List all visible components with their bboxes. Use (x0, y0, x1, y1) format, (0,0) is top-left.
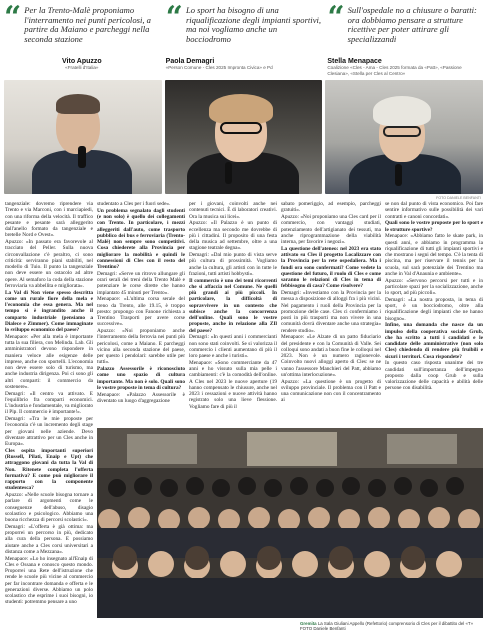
paragraph: Demagri: «La nostra proposta, in tema di sport, è un bocciodromo, oltre alla riqualificazione degli impianti che ne hanno bisogno». (385, 296, 483, 322)
paragraph: Apuzzo: «Noi proponiamo una Cles card per il commercio, con vantaggi studiati, potenziamento dell'artigianato dei tessuti, ma anche riprogrammazione della viabilità interna, per favorire i negozi». (281, 214, 381, 245)
photo-apuzzo (4, 80, 162, 194)
paragraph: Menapace: «Per alla mela è importante tutta la sua filiera, con Melinda. Lab. Gli amministratori devono rispondere in maniera veloce alle esigenze delle imprese, anche con sportelli. L'economia non deve essere solo di turismo, ma anche industria dirigenza. Poi ci sono gli altri comparti: il commercio da sostenere». (5, 333, 93, 390)
paragraph: Demagri: «L'offerta è già ottima: ma proporrei un percorso in più, dedicato alla cura della persona. E possiamo aiutare anche a Cles corsi universitari a distanza come a Mezzana». (5, 523, 93, 555)
photo-credit: FOTO DANIELE BENFANTI (436, 196, 481, 200)
quote-mark-icon: “ (4, 0, 22, 35)
paragraph: tangenziale: dovremo riprendere via Trento e via Marconi, con i marciapiedi, con una riforma della velocità. Il traffico pesante e pesante sarà alleggerito dall'anello formato da tangenziale e bretelle Nord e Ovest». (5, 201, 93, 239)
paragraph: Demagri: «Investiamo con la Provincia per la messa a disposizione di alloggi fra i più vicini. Nel pagamento i ruoli della Provincia per la promozione delle case. Cles ci confermiamo i posti in più trasporti ma non vivere in una comunità dovrà diventare anche una strategia» rendere studio». (281, 290, 381, 334)
question: Il commercio è uno dei temi ricorrenti che si affaccia nel Comune. Ne quelli più grandi ai più piccoli. In particolare, la difficoltà di sopravvivere in un contesto che subisce anche la concorrenza dell'online. Quali sono le vostre proposte, anche in relazione alla ZIl del paese? (189, 277, 277, 334)
question: La questione dell'ateneo: nel 2023 era stato attivato su Cles il progetto Localizzare con la Provincia per la rete ospedaliera. Ma i fondi ora sono confermati? Come vedete la questione del futuro, il ruolo di Cles e come saranno le relazioni di Cles in tema di febbisogno di casa? Come risolvere? (281, 245, 381, 290)
paragraph: Demagri: «Dal mio punto di vista serve più cultura di prossimità. Vogliamo anche la cultura, gli artisti con in tutte le frazioni, tutti artisti hobbysti». (189, 252, 277, 277)
caption-apuzzo (4, 58, 160, 76)
paragraph: Menapace: «Abbiamo fatto le skate park, in questi anni, e abbiamo in programma la riqualificazione di tutti gli impianti sportivi e che mostrano i segni del tempo. C'è la tenta di piscina, ma per riservare il tennis per la scuola, sul sarà potenziale dei Trentino ma anche in Val d'Anaunia e ambiente». (385, 233, 483, 277)
pull-quotes (4, 0, 483, 56)
article-column-5 (385, 201, 483, 426)
paragraph: Demagri: «Serve un ritrovo allungare gli orari serali dei treni della Trento Malè e potenziare le corse dirette che hanno impiantato 45 minuti per Trento». (97, 270, 185, 296)
paragraph: se non dal punto di vista economico. Poi fare sentire informativo sulle possibilità dei vari contratti e canoni concordati». (385, 201, 483, 220)
paragraph: Apuzzo: «Il Palazzo è un punto di eccellenza ma secondo me dovrebbe di più i cittadini. Il proposito di una festa della musica ad settembre, oltre a una stagione teatrale degna». (189, 220, 277, 252)
paragraph: Menapace: «Le Alzate di un patto fiduciario del presidente e con la Comunità di Valle. Sei colloqui sono andati a buon fine le colloqui nel 2023. Non è un numero ragionevole. Coinvolto nuovi alloggi aperto di Cles: se ne vanno l'assessore Manchieri del Patt, abbiamo un'ottima interlocuzione». (281, 334, 381, 378)
quote-mark-icon: “ (165, 0, 183, 35)
pull-quote-text: Per la Trento-Malè proponiamo l'interramento nei punti pericolosi, a partire da Maiano e parcheggi nella seconda stazione (24, 5, 151, 44)
pull-quote-apuzzo (4, 0, 160, 56)
article-column-3 (189, 201, 277, 426)
paragraph: per i giovani, coinvolti anche nei contenuti tecnici. È di laboratori creativi. Ora la musica sui licei». (189, 201, 277, 220)
paragraph: Apuzzo: «Noi proponiamo anche l'interramento della ferrovia nei punti più pericolosi, come a Maiano. E parcheggi vicino alla seconda stazione del paese, per questo i pendolari: sarebbe utile per tutti». (97, 328, 185, 366)
candidate-party: «Person Comune - Cles 2025 Impronta Civica» e Pd (165, 65, 273, 70)
paragraph: Apuzzo: «Nelle scuole bisogna tornare a parlare di argomenti come le conseguenze dell'abuso, disagio scolastico e psicologico. Abbiamo una buona ricchezza di percorsi scolastici». (5, 492, 93, 523)
paragraph: Demagri: «In questi anni i commercianti non sono stati coinvolti. Se si valorizza il commercio i clienti aumentano di più il loro paese e anche i turisti». (189, 334, 277, 359)
audience-photo-caption (300, 621, 483, 632)
quote-mark-icon: “ (327, 0, 345, 35)
audience-illustration (97, 428, 483, 618)
article-column-4 (281, 201, 381, 426)
candidate-party: «Fratelli d'Italia» (65, 65, 99, 70)
question: Cles ospita importanti superiori (Russell, Pilati, Enaip e Upt) che attraggono giovani da tutta la Val di Non. Ritenete completa l'offerta formativa? E come può migliorare il rapporto con la componente studentesca? (5, 447, 93, 492)
paragraph: studentato a Cles per i fuori sede». (97, 201, 171, 207)
candidate-name: Paola Demagri (165, 58, 215, 65)
paragraph: Apuzzo: «La questione è un progetto di sviluppo provinciale. Il problema con il Patt e una comunicazione non con il concentramento ai (281, 378, 381, 404)
photo-menapace (325, 80, 483, 194)
caption-text: La Sala Giuliani Appello (Refettorio) comprensorio di Cles per il dibattito del «T» FOTO Daniele Benfanti (300, 621, 474, 632)
candidate-name: Vito Apuzzo (62, 58, 102, 65)
paragraph: Demagri: «Il centro va attivato. E l'equilibrio fra comparti economici. L'industria e fondamentale, va migliorato il Pip. Il commercio è importante!». (5, 390, 93, 416)
paragraph: Menapace: «Lo ho insegnato all'Enaip di Cles e Ossana e conosco questo mondo. Proporrei una Rete dell'istruzione che rende le scuole più vicine al commercio per far incontrare domanda e offerta e le generazioni diverse. Abbiamo un polo scolastico che esprime i suoi bisogni, io studenti: potremmo pensare a uno (5, 555, 93, 606)
candidate-photos (4, 80, 483, 194)
question: Palazzo Assessorile è riconosciuto come uno spazio di cultura importante. Ma non è solo. Quali sono le vostre proposte in tema di cultura? (97, 366, 185, 391)
candidate-name: Stella Menapace (327, 58, 382, 65)
caption-label: Gremita (300, 621, 317, 626)
caption-menapace (327, 58, 483, 76)
paragraph: Apuzzo: «In passato era favorevole al tracciato del Peller. Sulla nuova circonvallazione c'è peraltro, ci sono criticità: serviranno piani stabiliti, nel modello di Tuio. Il punto la tangenziale non deve essere un ostacolo ad altre opere. Al semaforo la coda della stazione ferroviaria va abbellita e migliorata». (5, 239, 93, 289)
pull-quote-demagri (165, 0, 322, 56)
paragraph: Demagri: «Tra le mie proposte per l'economia c'è un incremento degli stage per giovani nelle aziende. Devo diventare attrattivo per un Cles anche in Europa». (5, 416, 93, 447)
paragraph: Apuzzo: «Servono percorsi per tutti e in particolare spazi per la socializzazione, anche lo sport, ad più piccoli». (385, 277, 483, 296)
caption-demagri (166, 58, 322, 76)
article-column-1 (5, 201, 93, 638)
article-column-2 (97, 201, 185, 426)
paragraph: sabato pomeriggio, ad esempio, parcheggi gratuiti». (281, 201, 381, 214)
candidate-party: Coalizione «Cles - Ama - Cles 2025 formata da «Patt», «Passione Clesiana», «Stella per Cles al Centro» (327, 65, 462, 76)
audience-photo (97, 428, 483, 618)
pull-quote-text: Sull'ospedale no a chiusure o baratti: ora dobbiamo pensare a strutture ricettive per poter attirare gli specializzandi (347, 5, 477, 44)
photo-demagri (165, 80, 323, 194)
question: Quali sono le vostre proposte per lo sport e le strutture sportive? (385, 220, 483, 233)
paragraph: Menapace: «Palazzo Assessorile è diventato un luogo d'aggregazione (97, 391, 185, 404)
question: La Val di Non viene spesso descritta come un rurale fiore della mela e l'economia che essa genera. Ma nel tempo si è ingrandito anche il comparto industriale (pensiamo a Dialece e Zimmer). Come immaginate lo sviluppo economico del paese? (5, 289, 93, 333)
paragraph: In questo caso risposta unanime dei tre candidati sull'importanza dell'impegno proposto dalla coop Grub e sulla valorizzazione delle capacità e abilità delle persone con disabilità. (385, 360, 483, 392)
paragraph: Menapace: «Sono commerciante da 47 anni e ho vissuto sulla mia pelle i cambiamenti: c'è la comodità dell'online. A Cles nel 2023 le nuove aperture (19 hanno compensato le chiusure, anche nel 2023 i cessazioni e nuove attività hanno registrato solo una lieve flessione. Vogliamo fare di più il (189, 359, 277, 410)
pull-quote-menapace (327, 0, 483, 56)
candidate-captions (4, 58, 483, 76)
question: Un problema segnalato dagli studenti (e non solo) è quello dei collegamenti con Trento. In particolare, i mezzi alleggeriti dall'auto, come trasporto pubblico dei bus e ferroviaria (Trento-Malè) non sempre sono competitivi. Cosa chiederete alla Provincia per migliorare la mobilità e quindi le connessioni di Cles con il resto del Trentino? (97, 207, 185, 270)
paragraph: Menapace: «L'ultima corsa serale del treno da Trento, alle 19.15, è troppo presto: propongo con Fanone richiesta a Trentino Trasporti per avere corse successive». (97, 296, 185, 328)
pull-quote-text: Lo sport ha bisogno di una riqualificazione degli impianti sportivi, ma noi vogliamo anche un bocciodromo (185, 5, 322, 44)
question: Infine, una domanda che nasce da un impulso della cooperativa sociale Grub, che ha scritto a tutti i candidati e le candidate delle amministrative (non solo Cles) chiedendo di rendere più fruibili e sicuri i territori. Cosa rispondete? (385, 322, 483, 360)
